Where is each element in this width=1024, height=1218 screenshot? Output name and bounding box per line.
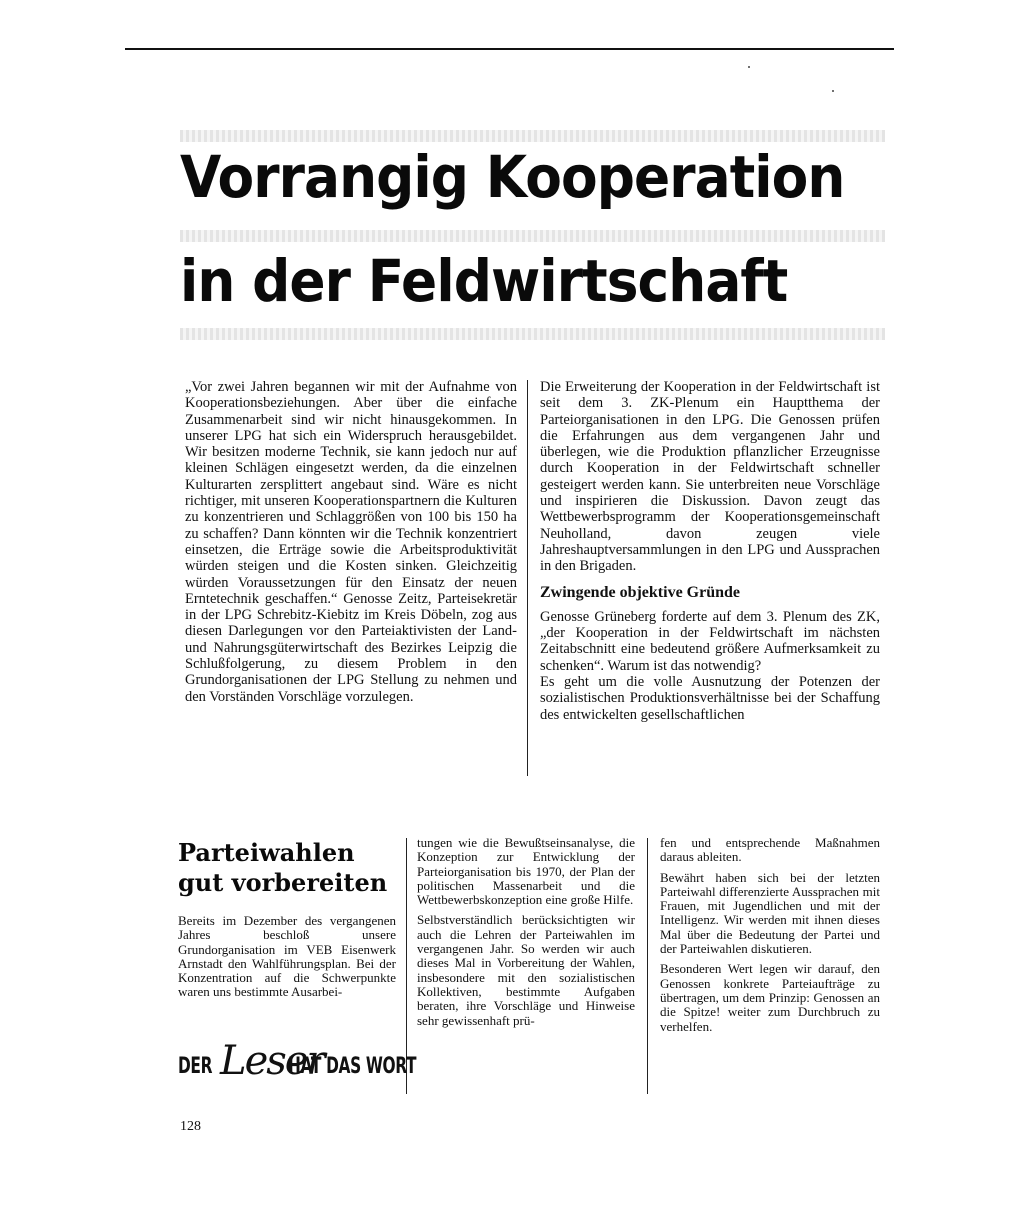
box-column-3: [660, 836, 880, 1034]
rubric-word-hat-das-wort: HAT DAS WORT: [288, 1053, 417, 1079]
box-column-1: [178, 914, 396, 1000]
headline-texture-band: [180, 230, 885, 242]
article-paragraph: Die Erweiterung der Kooperation in der Feldwirtschaft ist seit dem 3. ZK-Plenum ein Hauptthema der Parteiorganisationen in den LPG. Die Genossen prüfen die Erfahrungen aus dem vergangenen Jahr und überlegen, wie die Produktion pflanzlicher Erzeugnisse durch Kooperation in der Feldwirtschaft schneller gesteigert werden kann. Sie unterbreiten neue Vorschläge und inspirieren die Diskussion. Davon zeugt das Wettbewerbsprogramm der Kooperationsgemeinschaft Neuholland, davon zeugen viele Jahreshauptversammlungen in den LPG und Aussprachen in den Brigaden.: [540, 379, 880, 575]
article-paragraph: „Vor zwei Jahren begannen wir mit der Aufnahme von Kooperationsbeziehungen. Aber über die einfache Zusammenarbeit sind wir nicht hinausgekommen. In unserer LPG hat sich ein Widerspruch herausgebildet. Wir besitzen moderne Technik, sie kann jedoch nur auf kleinen Schlägen eingesetzt werden, da die einzelnen Kulturarten zersplittert angebaut sind. Wäre es nicht richtiger, mit unseren Kooperationspartnern die Kulturen zu konzentrieren und Schlaggrößen von 100 bis 150 ha zu schaffen? Dann könnten wir die Technik konzentriert einsetzen, die Erträge sowie die Arbeitsproduktivität würden steigen und die Kosten sinken. Gleichzeitig würden Voraussetzungen für den Einsatz der neuen Erntetechnik geschaffen.“ Genosse Zeitz, Parteisekretär in der LPG Schrebitz-Kiebitz im Kreis Döbeln, zog aus diesen Darlegungen vor den Parteiaktivisten der Land- und Nahrungsgüterwirtschaft des Bezirkes Leipzig die Schlußfolgerung, zu diesem Problem in den Grundorganisationen der LPG Stellung zu nehmen und den Vorständen Vorschläge vorzulegen.: [185, 379, 517, 705]
rubric-word-der: DER: [178, 1053, 213, 1079]
headline-line-1: Vorrangig Kooperation: [180, 143, 845, 211]
column-divider: [647, 838, 648, 1094]
rubric-word-leser: Leser: [220, 1038, 324, 1084]
column-divider: [527, 380, 528, 776]
headline-line-2: in der Feldwirtschaft: [180, 247, 788, 315]
box-title: [178, 838, 387, 898]
box-paragraph: tungen wie die Bewußtseinsanalyse, die Konzeption zur Entwicklung der Parteiorganisation bis 1970, der Plan der politischen Massenarbeit und die Wettbewerbskonzeption eine große Hilfe.: [417, 835, 635, 908]
article-column-2: [540, 379, 880, 723]
headline-texture-band: [180, 130, 885, 142]
box-paragraph: Bereits im Dezember des vergangenen Jahres beschloß unsere Grundorganisation im VEB Eisenwerk Arnstadt den Wahlführungsplan. Bei der Konzentration auf die Schwerpunkte waren uns bestimmte Ausarbei-: [178, 913, 396, 1000]
print-speck: [832, 90, 834, 92]
box-paragraph: Besonderen Wert legen wir darauf, den Genossen konkrete Parteiaufträge zu übertragen, um dem Prinzip: Genossen an die Spitze! weiter zum Durchbruch zu verhelfen.: [660, 961, 880, 1034]
section-subhead: Zwingende objektive Gründe: [540, 583, 741, 601]
top-rule: [125, 48, 894, 50]
page-number: 128: [180, 1119, 201, 1134]
article-paragraph: Genosse Grüneberg forderte auf dem 3. Plenum des ZK, „der Kooperation in der Feldwirtschaft im nächsten Zeitabschnitt eine bedeutend größere Aufmerksamkeit zu schenken“. Warum ist das notwendig?: [540, 608, 880, 674]
rubric-logo: [178, 1038, 471, 1087]
box-column-2: [417, 836, 635, 1028]
article-column-1: [185, 379, 517, 705]
print-speck: [748, 66, 750, 68]
article-paragraph: Es geht um die volle Ausnutzung der Potenzen der sozialistischen Produktionsverhältnisse bei der Schaffung des entwickelten gesellschaftlichen: [540, 674, 880, 723]
box-paragraph: Selbstverständlich berücksichtigten wir auch die Lehren der Parteiwahlen im vergangenen Jahr. So werden wir auch dieses Mal in Vorbereitung der Wahlen, insbesondere mit den sozialistischen Kollektiven, bestimmte Aufgaben beraten, ihre Vorschläge und Hinweise sehr gewissenhaft prü-: [417, 912, 635, 1028]
box-paragraph: Bewährt haben sich bei der letzten Parteiwahl differenzierte Aussprachen mit Frauen, mit Jugendlichen und mit der Intelligenz. Wir werden mit ihnen dieses Mal über die Bedeutung der Partei und der Parteiwahlen diskutieren.: [660, 869, 880, 957]
box-title-line-2: gut vorbereiten: [178, 868, 388, 897]
box-paragraph: fen und entsprechende Maßnahmen daraus ableiten.: [660, 835, 880, 865]
headline-texture-band: [180, 328, 885, 340]
box-title-line-1: Parteiwahlen: [178, 838, 355, 867]
